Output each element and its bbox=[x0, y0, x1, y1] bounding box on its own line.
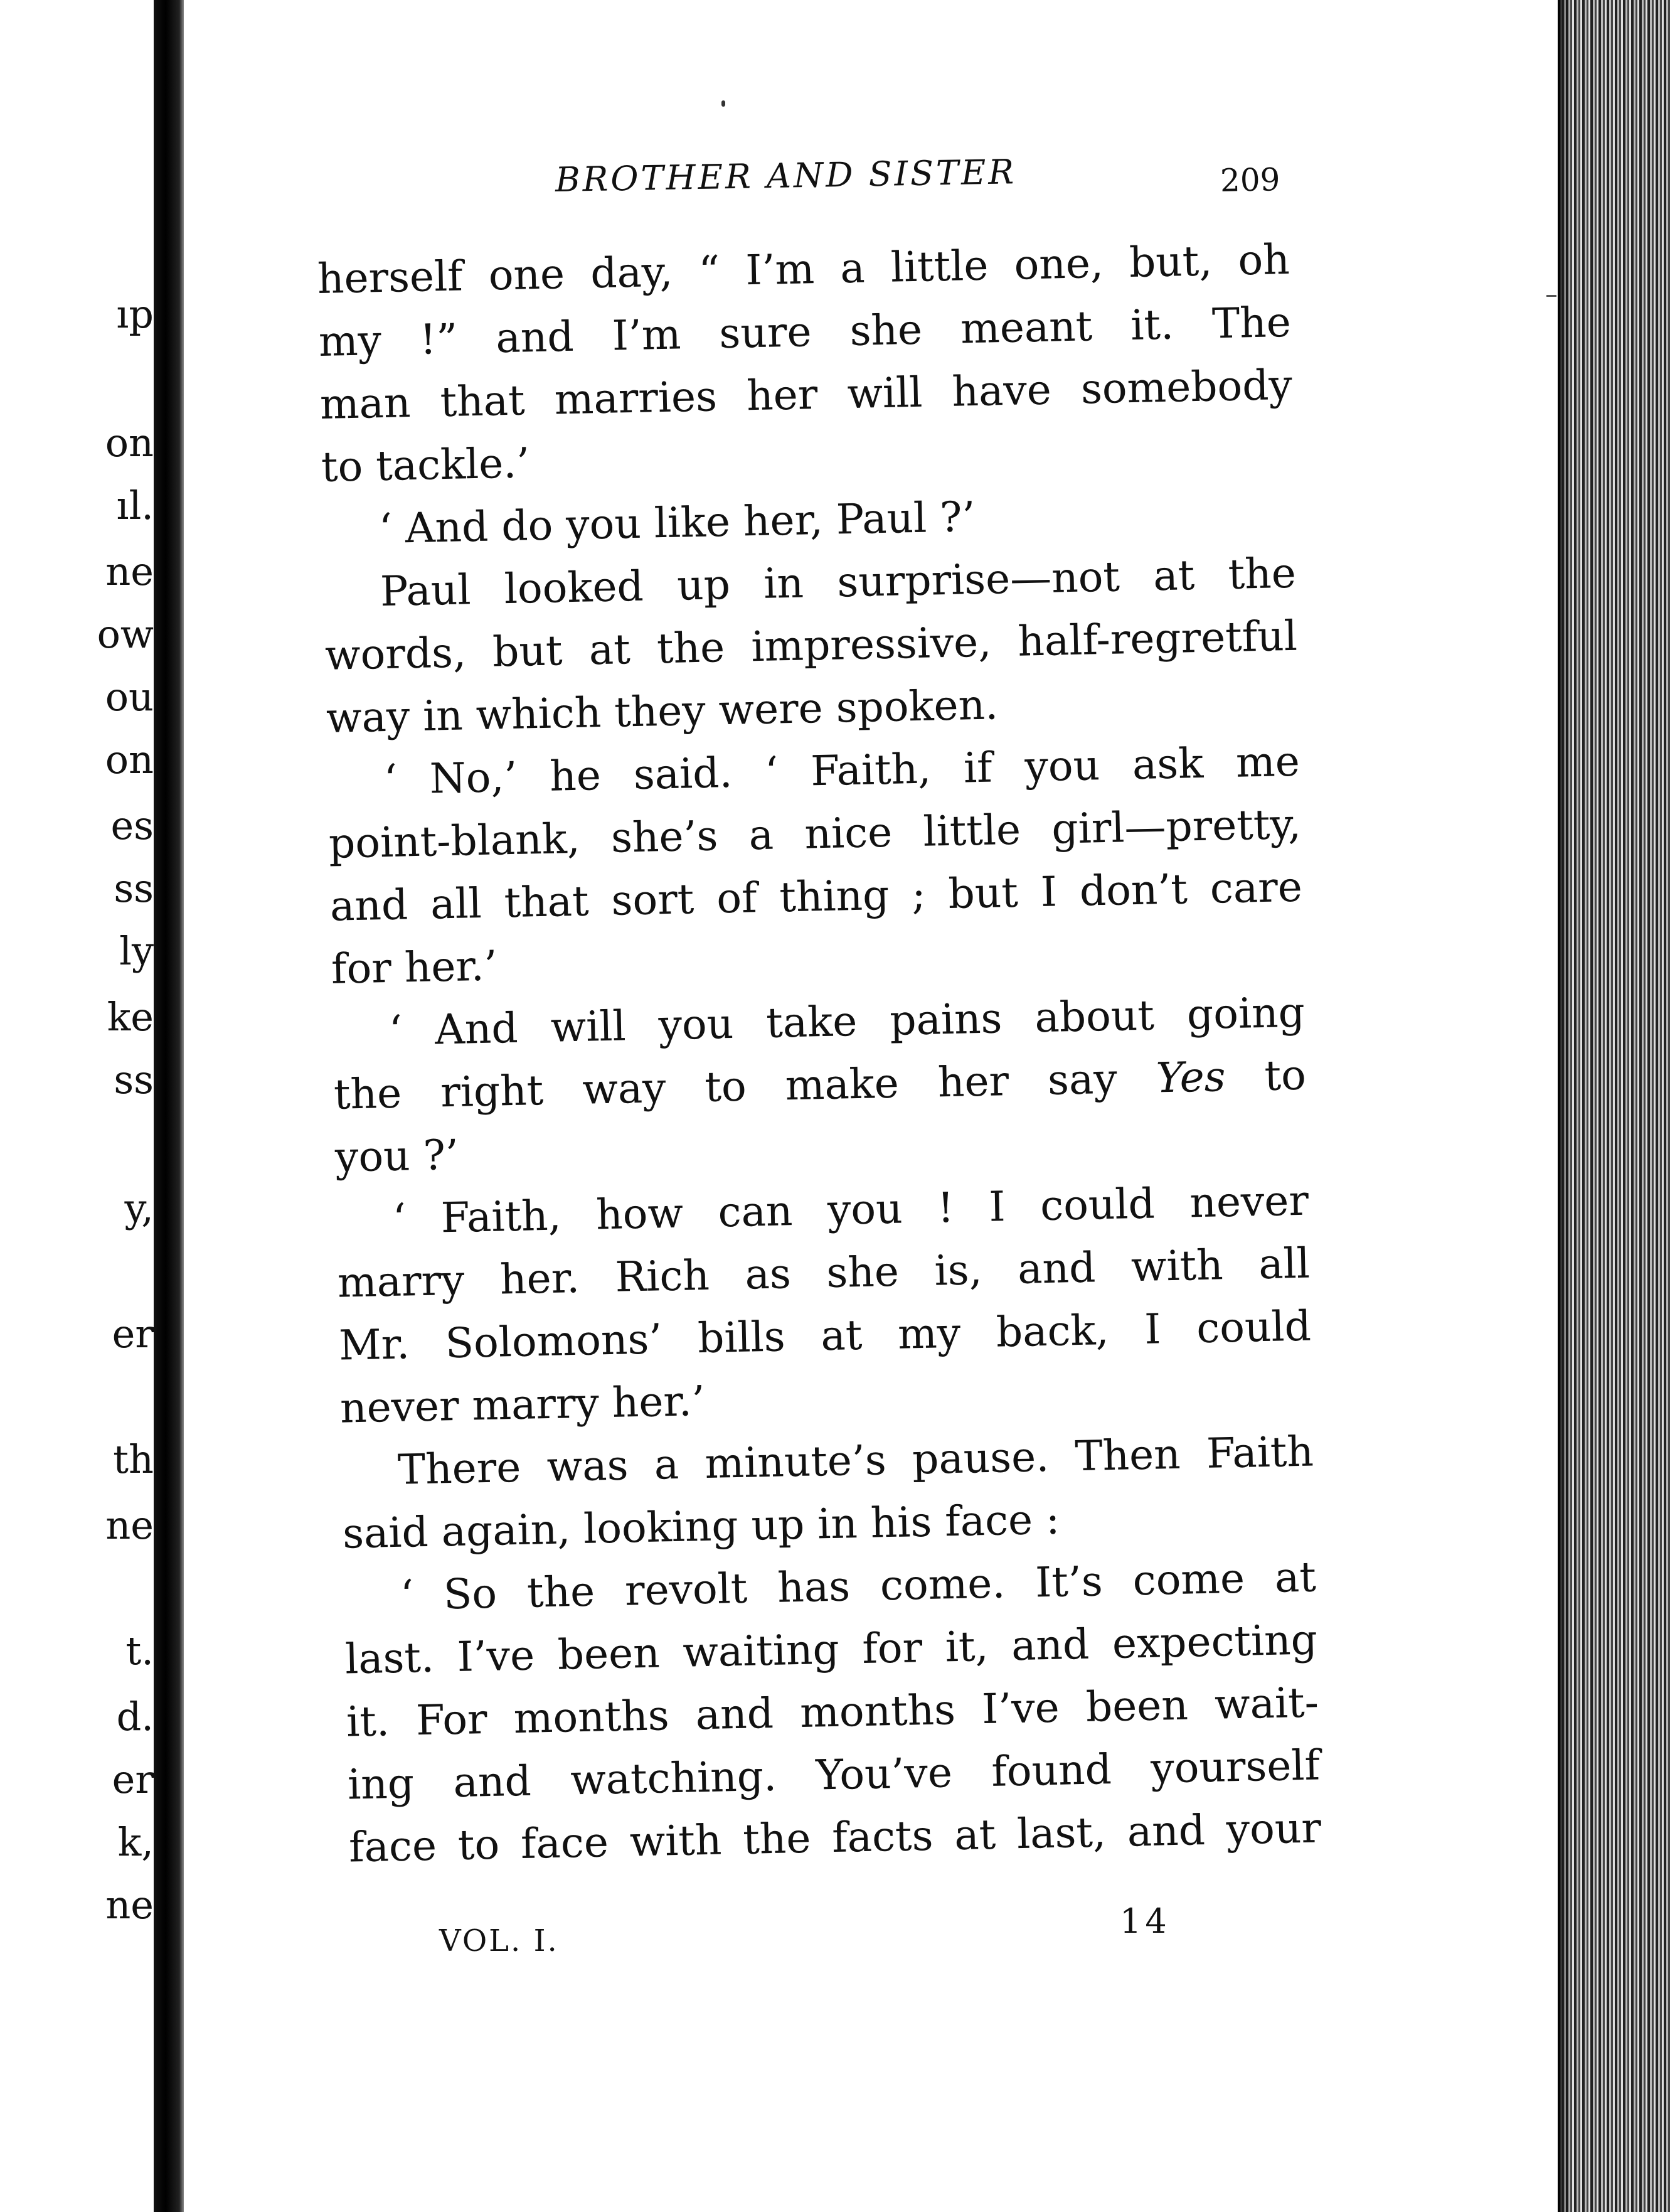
left-page-fragment: ss bbox=[114, 1057, 154, 1103]
left-page-fragment: ne bbox=[105, 1882, 154, 1928]
text-line: for her.’ bbox=[331, 941, 498, 993]
text-line: Mr. Solomons’ bills at my back, I could bbox=[338, 1301, 1312, 1370]
text-line: herself one day, “ I’m a little one, but, oh bbox=[317, 235, 1290, 303]
left-page-fragment: th bbox=[113, 1436, 154, 1482]
page-edges bbox=[1558, 0, 1670, 2212]
text-line: Paul looked up in surprise—not at the bbox=[380, 548, 1297, 616]
text-line: point-blank, she’s a nice little girl—pretty, bbox=[328, 799, 1302, 868]
left-page-fragment: es bbox=[110, 803, 154, 848]
edge-tick-mark bbox=[1546, 295, 1556, 297]
signature-mark: VOL. I. bbox=[439, 1923, 559, 1958]
left-page-fragment: ne bbox=[105, 548, 154, 594]
left-page-fragment: d. bbox=[116, 1694, 154, 1739]
left-page-fragment: y, bbox=[124, 1185, 154, 1231]
left-page-fragment: t. bbox=[125, 1628, 154, 1674]
text-line: it. For months and months I’ve been wait- bbox=[346, 1678, 1319, 1746]
text-line: ‘ No,’ he said. ‘ Faith, if you ask me bbox=[383, 737, 1300, 804]
text-line: ‘ So the revolt has come. It’s come at bbox=[400, 1552, 1317, 1620]
left-page-fragment: ou bbox=[105, 674, 154, 720]
left-page-fragment: er bbox=[112, 1311, 154, 1357]
body-text bbox=[317, 227, 1366, 1879]
running-head: BROTHER AND SISTER bbox=[555, 152, 1017, 200]
text-line: words, but at the impressive, half-regretful bbox=[324, 611, 1298, 680]
italic-word: Yes bbox=[1155, 1052, 1226, 1103]
text-line: marry her. Rich as she is, and with all bbox=[337, 1239, 1311, 1307]
text-line: way in which they were spoken. bbox=[326, 680, 999, 742]
book-gutter bbox=[154, 0, 184, 2212]
ink-speck bbox=[721, 100, 725, 107]
text-line: said again, looking up in his face : bbox=[342, 1495, 1060, 1558]
text-line: last. I’ve been waiting for it, and expecting bbox=[344, 1615, 1318, 1684]
page-edges-shadow bbox=[1558, 0, 1570, 2212]
left-page-fragment: ss bbox=[114, 865, 154, 911]
text-line: never marry her.’ bbox=[339, 1376, 706, 1433]
left-page-fragment: on bbox=[105, 737, 154, 783]
text-line: ‘ And will you take pains about going bbox=[388, 988, 1306, 1055]
text-line: my !” and I’m sure she meant it. The bbox=[318, 297, 1292, 366]
left-page-fragment: ow bbox=[97, 611, 154, 657]
text-line: ‘ And do you like her, Paul ?’ bbox=[378, 493, 976, 553]
left-page-fragment: k, bbox=[117, 1819, 154, 1865]
text-line: you ?’ bbox=[334, 1130, 459, 1182]
signature-number: 14 bbox=[1120, 1901, 1171, 1941]
left-page-fragment: ne bbox=[105, 1502, 154, 1548]
left-page-fragment: ke bbox=[107, 994, 154, 1040]
left-page-fragment: er bbox=[112, 1756, 154, 1802]
text-line: man that marries her will have somebody bbox=[319, 360, 1293, 429]
text-line: ing and watching. You’ve found yourself bbox=[347, 1741, 1321, 1809]
left-page-fragment: ly bbox=[119, 928, 154, 974]
text-line: face to face with the facts at last, and your bbox=[348, 1803, 1322, 1872]
text-segment: to bbox=[1263, 1050, 1307, 1100]
left-facing-page bbox=[0, 0, 154, 2212]
text-line: There was a minute’s pause. Then Faith bbox=[397, 1427, 1314, 1494]
page-number: 209 bbox=[1220, 161, 1280, 199]
text-line: and all that sort of thing ; but I don’t care bbox=[329, 862, 1303, 931]
left-page-fragment: on bbox=[105, 420, 154, 466]
text-segment: the right way to make her say bbox=[333, 1054, 1118, 1119]
left-page-fragment: ıp bbox=[116, 291, 154, 337]
text-line: to tackle.’ bbox=[321, 439, 530, 491]
left-page-fragment: ıl. bbox=[116, 483, 154, 528]
text-line: ‘ Faith, how can you ! I could never bbox=[392, 1176, 1309, 1243]
